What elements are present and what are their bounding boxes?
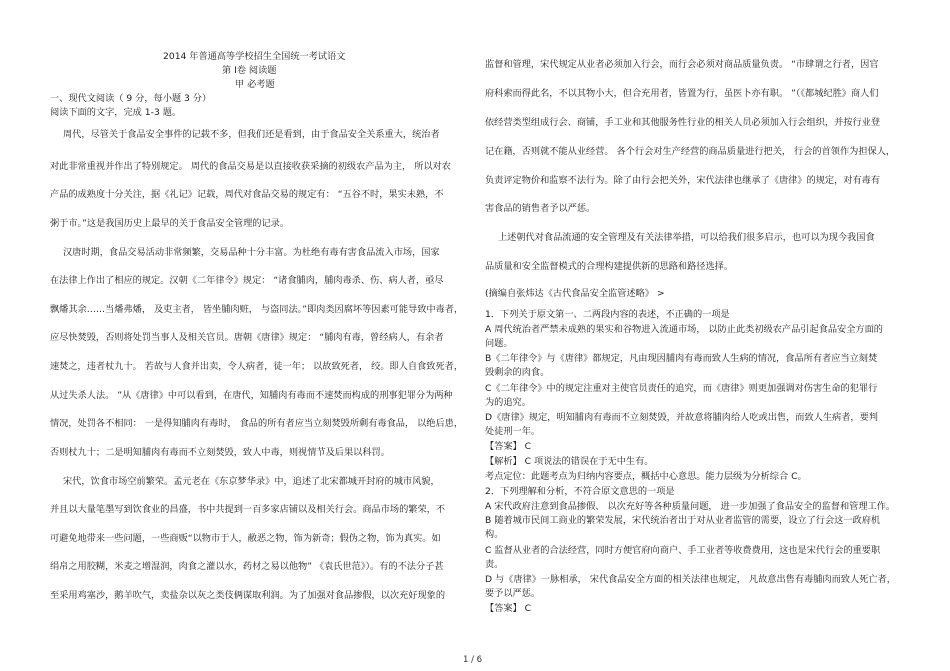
right-text-line: 【答案】 C — [485, 441, 532, 452]
left-text-line: 绢帛之用胶糊，米麦之增湿润，肉食之灌以水，药材之易以他物” 《袁氏世范》）。有的不法分子甚 — [50, 561, 444, 572]
right-text-line: 府科索而得此名，不以其物小大，但合充用者，皆置为行，虽医卜亦有职。 ”（《都城纪胜》商人们 — [485, 88, 879, 99]
left-text-line: 从过失杀人法。 ”从《唐律》中可以看到，在唐代，知脯肉有毒而不速焚而构成的刑事犯罪分为两种 — [50, 390, 453, 401]
right-text-line: 负责评定物价和监察不法行为。除了由行会把关外，宋代法律也继承了《唐律》的规定，对有毒有 — [485, 175, 881, 186]
left-text-line: 粥于市。”这是我国历史上最早的关于食品安全管理的记录。 — [50, 218, 290, 229]
left-text-line: 情况，处罚各不相同： 一是得知脯肉有毒时， 食品的所有者应当立刻焚毁所剩有毒食品， 以绝后患， — [50, 418, 464, 429]
left-text-line: 飘燔其余……当燔弗燔， 及吏主者， 皆坐脯肉赃， 与盗同法。”即肉类因腐坏等因素可能导致中毒者， — [50, 304, 464, 315]
left-text-line: 阅读下面的文字，完成 1-3 题。 — [50, 107, 182, 118]
left-text-line: 汉唐时期，食品交易活动非常频繁，交易品种十分丰富。为杜绝有毒有害食品流入市场，国家 — [63, 247, 440, 258]
right-text-line: 【答案】 C — [485, 603, 532, 614]
left-text-line: 应尽快焚毁，否则将处罚当事人及相关官员。唐朝《唐律》规定： “脯肉有毒，曾经病人，有余者 — [50, 332, 444, 343]
right-text-line: 构。 — [485, 529, 504, 540]
page-number: 1 / 6 — [463, 655, 483, 665]
right-text-line: D 与《唐律》一脉相承， 宋代食品安全方面的相关法律也规定， 凡故意出售有毒脯肉而致人死亡者， — [485, 574, 896, 585]
right-text-line: 依经营类型组成行会、商铺，手工业和其他服务性行业的相关人员必须加入行会组织，并按行业登 — [485, 117, 881, 128]
right-text-line: 责。 — [485, 559, 504, 570]
right-text-line: 毁剩余的肉食。 — [485, 367, 550, 378]
right-text-line: D《唐律》规定，明知脯肉有毒而不立刻焚毁，并故意将脯肉给人吃或出售，而致人生病者，要判 — [485, 412, 878, 423]
left-text-line: 一、现代文阅读（ 9 分，每小题 3 分） — [50, 93, 212, 104]
left-text-line: 至采用鸡塞沙，鹅羊吹气，卖盐杂以灰之类伎俩谋取利润。为了加强对食品掺假，以次充好现象的 — [50, 590, 446, 601]
right-text-line: A 宋代政府注意到食品掺假、 以次充好等各种质量问题， 进一步加强了食品安全的监督和管理工作。 — [485, 501, 896, 512]
right-text-line: 问题。 — [485, 338, 513, 349]
right-text-line: 害食品的销售者予以严惩。 — [485, 203, 596, 214]
right-text-line: B《二年律令》与《唐律》都规定，凡由现因脯肉有毒而致人生病的情况，食品所有者应当立刻焚 — [485, 353, 878, 364]
left-text-line: 否则杖九十；二是明知脯肉有毒而不立刻焚毁，致人中毒，则视情节及后果以科罚。 — [50, 447, 390, 458]
left-text-line: 甲 必考题 — [235, 79, 275, 90]
right-text-line: C《二年律令》中的规定注重对主使官员责任的追究，而《唐律》则更加强调对伤害生命的犯罪行 — [485, 383, 878, 394]
left-text-line: 宋代，饮食市场空前繁荣。孟元老在《东京梦华录》中，追述了北宋都城开封府的城市风貌， — [63, 476, 440, 487]
right-text-line: 2．下列理解和分析，不符合原文意思的一项是 — [485, 486, 675, 497]
right-text-line: A 周代统治者严禁未成熟的果实和谷物进入流通市场， 以防止此类初级农产品引起食品安全方面的 — [485, 324, 883, 335]
right-text-line: (摘编自张炜达《古代食品安全监管述略》 > — [485, 288, 665, 299]
left-text-line: 并且以大量笔墨写到饮食业的昌盛，书中共提到一百多家店铺以及相关行会。商品市场的繁荣，不 — [50, 504, 446, 515]
right-text-line: 考点定位：此题考点为归纳内容要点，概括中心意思。能力层级为分析综合 C。 — [485, 471, 807, 482]
right-text-line: 品质量和安全监督模式的合理构建提供新的思路和路径选择。 — [485, 261, 734, 272]
right-text-line: 要予以严惩。 — [485, 588, 541, 599]
right-text-line: 记在籍，否则就不能从业经营。 各个行会对生产经营的商品质量进行把关， 行会的首领作为担保人， — [485, 146, 896, 157]
right-text-line: 上述朝代对食品流通的安全管理及有关法律举措，可以给我们很多启示，也可以为现今我国食 — [498, 232, 875, 243]
left-text-line: 第 Ⅰ卷 阅读题 — [222, 65, 277, 76]
left-text-line: 对此非常重视并作出了特别规定。 周代的食品交易是以直接收获采摘的初级农产品为主， 所以对农 — [50, 161, 451, 172]
left-text-line: 产品的成熟度十分关注，据《礼记》记载，周代对食品交易的规定有： “五谷不时，果实未熟，不 — [50, 189, 444, 200]
right-text-line: 1．下列关于原文第一、二两段内容的表述，不正确的一项是 — [485, 309, 730, 320]
right-text-line: B 随着城市民间工商业的繁荣发展，宋代统治者出于对从业者监管的需要，设立了行会这一政府机 — [485, 515, 881, 526]
left-text-line: 在法律上作出了相应的规定。汉朝《二年律令》规定： “诸食脯肉，脯肉毒杀、伤、病人者，亟尽 — [50, 275, 444, 286]
right-text-line: 处徒刑一年。 — [485, 426, 541, 437]
right-text-line: 为的追究。 — [485, 397, 531, 408]
left-text-line: 可避免地带来一些问题，一些商贩“以物市于人，敝恶之物，饰为新奇；假伪之物，饰为真实。如 — [50, 533, 441, 544]
left-text-line: 速焚之，违者杖九十。 若故与人食并出卖，令人病者，徒一年； 以故致死者， 绞。即人自食致死者， — [50, 361, 464, 372]
right-text-line: C 监督从业者的合法经营，同时方便官府向商户、手工业者等收费费用，这也是宋代行会的重要职 — [485, 545, 881, 556]
right-text-line: 【解析】 C 项说法的错误在于无中生有。 — [485, 456, 654, 467]
left-text-line: 周代，尽管关于食品安全事件的记载不多，但我们还是看到，由于食品安全关系重大，统治者 — [63, 129, 440, 140]
left-text-line: 2014 年普通高等学校招生全国统一考试语文 — [163, 51, 346, 62]
right-text-line: 监督和管理，宋代规定从业者必须加入行会，而行会必须对商品质量负责。 “市肆谓之行者，因官 — [485, 59, 879, 70]
